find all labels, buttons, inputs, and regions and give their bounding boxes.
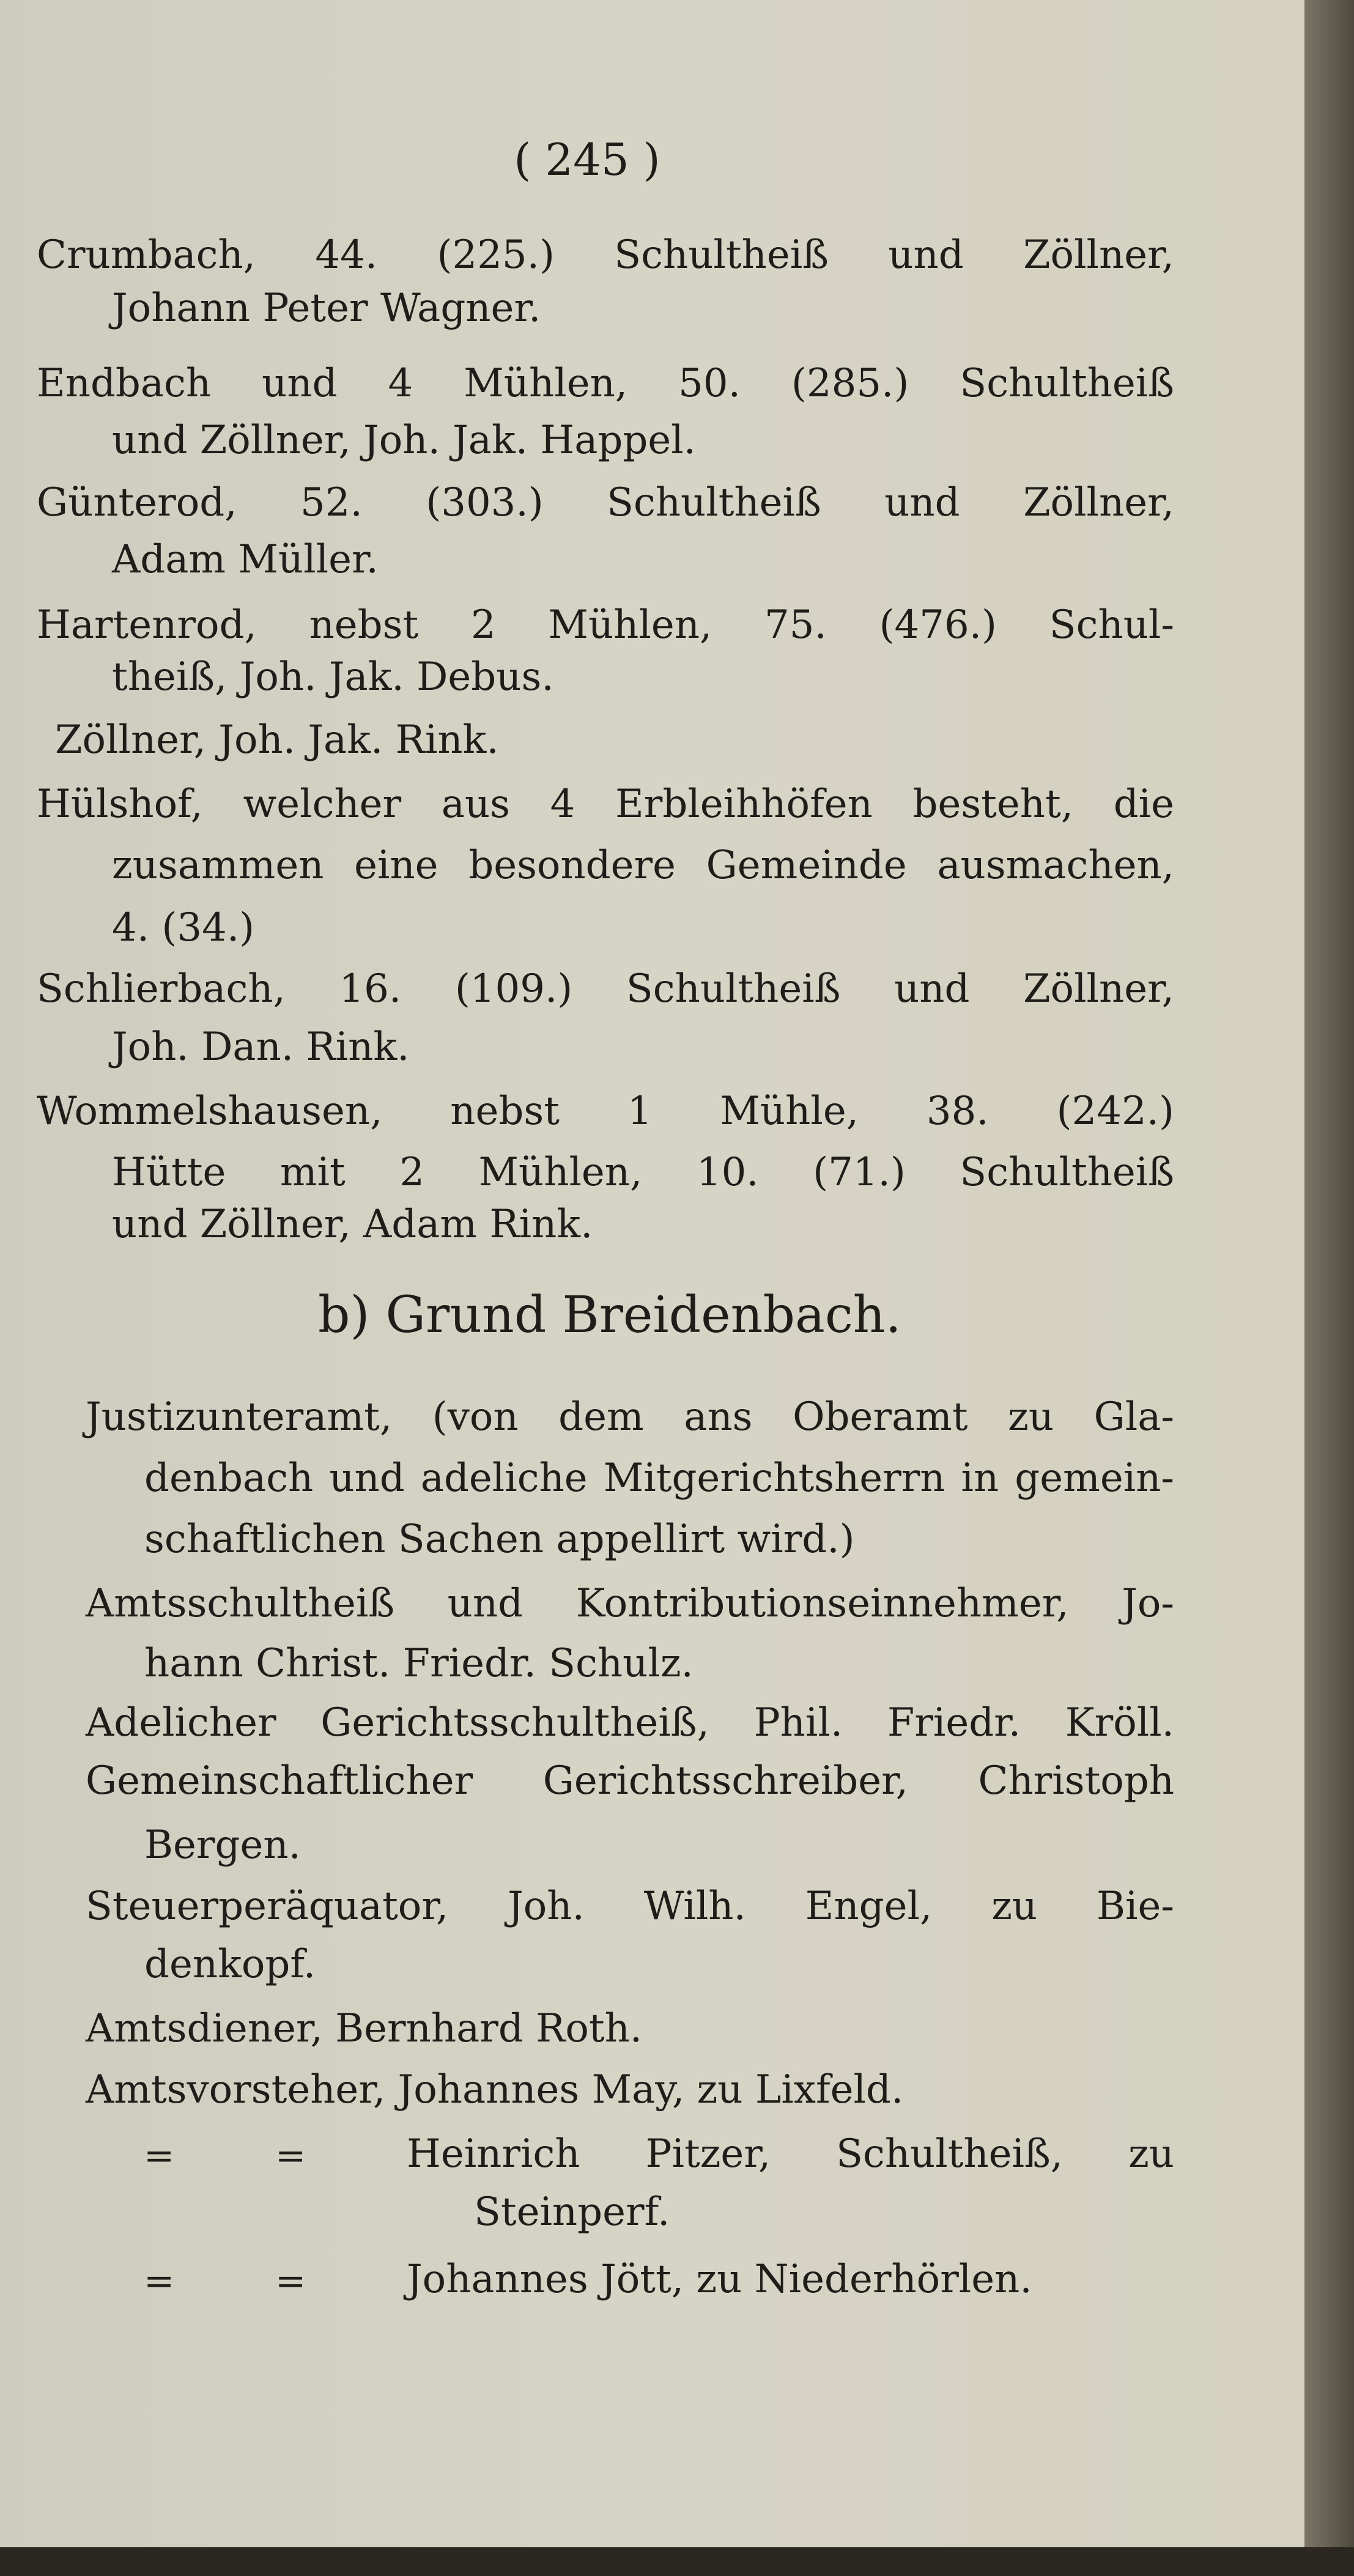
section-heading: b) Grund Breidenbach.	[318, 1286, 901, 1344]
entry-line: Heinrich Pitzer, Schultheiß, zu	[407, 2131, 1174, 2177]
entry-line: 4. (34.)	[112, 905, 255, 950]
entry-line: Justizunteramt, (von dem ans Oberamt zu Gla-	[86, 1394, 1174, 1440]
book-binding-edge	[1304, 0, 1354, 2547]
ditto-mark: =	[275, 2260, 306, 2303]
entry-line: Joh. Dan. Rink.	[112, 1024, 410, 1070]
entry-line: Steinperf.	[474, 2189, 670, 2235]
entry-line: Amtsschultheiß und Kontributionseinnehmer, Jo-	[86, 1581, 1174, 1626]
entry-line: Wommelshausen, nebst 1 Mühle, 38. (242.)	[37, 1089, 1174, 1134]
entry-line: zusammen eine besondere Gemeinde ausmachen,	[112, 843, 1174, 888]
entry-line: Steuerperäquator, Joh. Wilh. Engel, zu Bie-	[86, 1884, 1174, 1929]
entry-line: Bergen.	[144, 1823, 301, 1868]
entry-line: Hülshof, welcher aus 4 Erbleihhöfen besteht, die	[37, 782, 1174, 827]
entry-line: schaftlichen Sachen appellirt wird.)	[144, 1517, 855, 1562]
entry-line: hann Christ. Friedr. Schulz.	[144, 1641, 694, 1686]
entry-line: und Zöllner, Joh. Jak. Happel.	[112, 418, 696, 463]
entry-line: denkopf.	[144, 1942, 316, 1987]
ditto-mark: =	[275, 2134, 306, 2177]
entry-line: Amtsdiener, Bernhard Roth.	[86, 2006, 643, 2051]
entry-line: Gemeinschaftlicher Gerichtsschreiber, Christoph	[86, 1758, 1174, 1804]
ditto-mark: =	[144, 2134, 175, 2177]
entry-line: denbach und adeliche Mitgerichtsherrn in gemein-	[144, 1456, 1174, 1501]
entry-line: Johannes Jött, zu Niederhörlen.	[407, 2257, 1032, 2302]
entry-line: Adelicher Gerichtsschultheiß, Phil. Friedr. Kröll.	[86, 1700, 1174, 1745]
entry-line: Günterod, 52. (303.) Schultheiß und Zöllner,	[37, 480, 1174, 525]
entry-line: theiß, Joh. Jak. Debus.	[112, 654, 554, 700]
entry-line: Endbach und 4 Mühlen, 50. (285.) Schultheiß	[37, 361, 1174, 406]
ditto-mark: =	[144, 2260, 175, 2303]
entry-line: Johann Peter Wagner.	[112, 286, 541, 331]
entry-line: Hütte mit 2 Mühlen, 10. (71.) Schultheiß	[112, 1150, 1174, 1195]
page-number: ( 245 )	[514, 134, 660, 185]
entry-line: Adam Müller.	[112, 537, 379, 582]
entry-line: Zöllner, Joh. Jak. Rink.	[55, 717, 499, 763]
entry-line: Hartenrod, nebst 2 Mühlen, 75. (476.) Schul-	[37, 602, 1174, 648]
entry-line: Schlierbach, 16. (109.) Schultheiß und Zöllner,	[37, 966, 1174, 1012]
entry-line: und Zöllner, Adam Rink.	[112, 1202, 593, 1247]
entry-line: Crumbach, 44. (225.) Schultheiß und Zöllner,	[37, 232, 1174, 278]
entry-line: Amtsvorsteher, Johannes May, zu Lixfeld.	[86, 2067, 904, 2112]
